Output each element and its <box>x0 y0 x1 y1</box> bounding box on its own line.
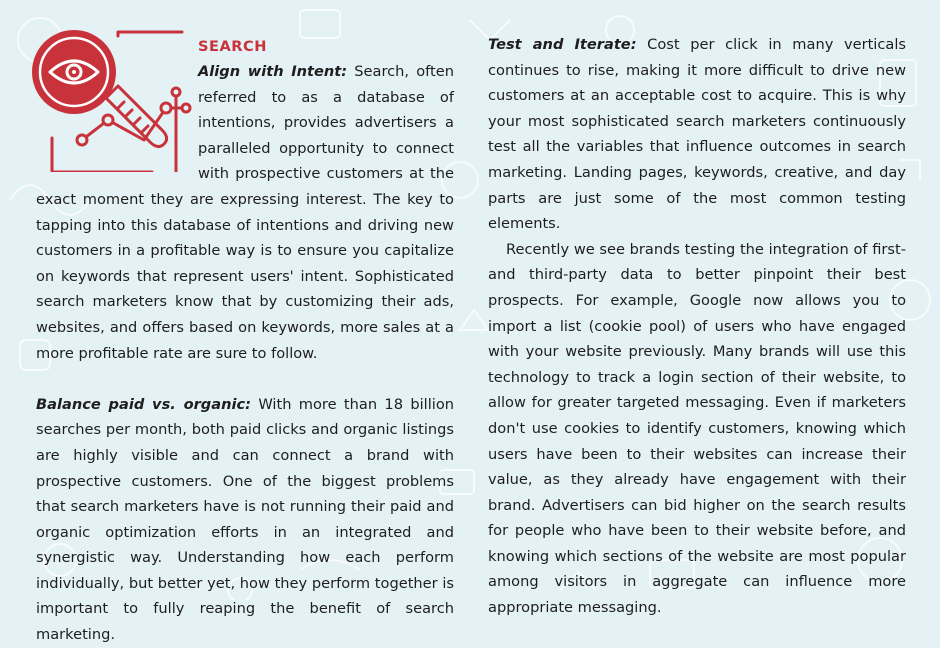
lead-test-and-iterate: Test and Iterate: <box>488 36 637 53</box>
paragraph-first-third-party-data: Recently we see brands testing the integration of first- and third-party data to better pinpoint their best prospects. For example, Google now allows you to import a list (cookie pool) of users who have engaged with your website previously. Many brands will use this technology to track a login section of their website, to allow for greater targeted messaging. Even if marketers don't use cookies to identify customers, knowing which users have been to their websites can increase their value, as they already have engagement with their brand. Advertisers can bid higher on the search results for people who have been to their website before, and knowing which sections of the website are most popular among visitors in aggregate can influence more appropriate messaging. <box>488 240 906 617</box>
section-heading: SEARCH <box>198 38 267 55</box>
body-balance-paid-organic: With more than 18 billion searches per month, both paid clicks and organic listings are highly visible and can connect a brand with prospective customers. One of the biggest problems that search marketers have is not running their paid and organic optimization efforts in an integrated and synergistic way. Understanding how each perform individually, but better yet, how they perform together is important to fully reaping the benefit of search marketing. <box>36 395 454 644</box>
right-column <box>488 32 906 621</box>
lead-align-with-intent: Align with Intent: <box>198 63 348 80</box>
eye-magnifier-graph-icon <box>26 22 194 172</box>
lead-balance-paid-organic: Balance paid vs. organic: <box>36 395 251 413</box>
paragraph-test-and-iterate <box>488 32 906 237</box>
paragraph-balance-paid-organic <box>36 392 454 648</box>
left-column <box>36 32 454 648</box>
body-align-with-intent: Search, often referred to as a database of intentions, provides advertisers a paralleled opportunity to connect with prospective customers at the exact moment they are expressing interest. The key to tapping into this database of intentions and driving new customers in a profitable way is to ensure you capitalize on keywords that represent users' intent. Sophisticated search marketers know that by customizing their ads, websites, and offers based on keywords, more sales at a more profitable rate are sure to follow. <box>36 63 454 362</box>
body-test-and-iterate: Cost per click in many verticals continues to rise, making it more difficult to drive new customers at an acceptable cost to acquire. This is why your most sophisticated search marketers continuously test all the variables that influence outcomes in search marketing. Landing pages, keywords, creative, and day parts are just some of the most common testing elements. <box>488 36 906 233</box>
